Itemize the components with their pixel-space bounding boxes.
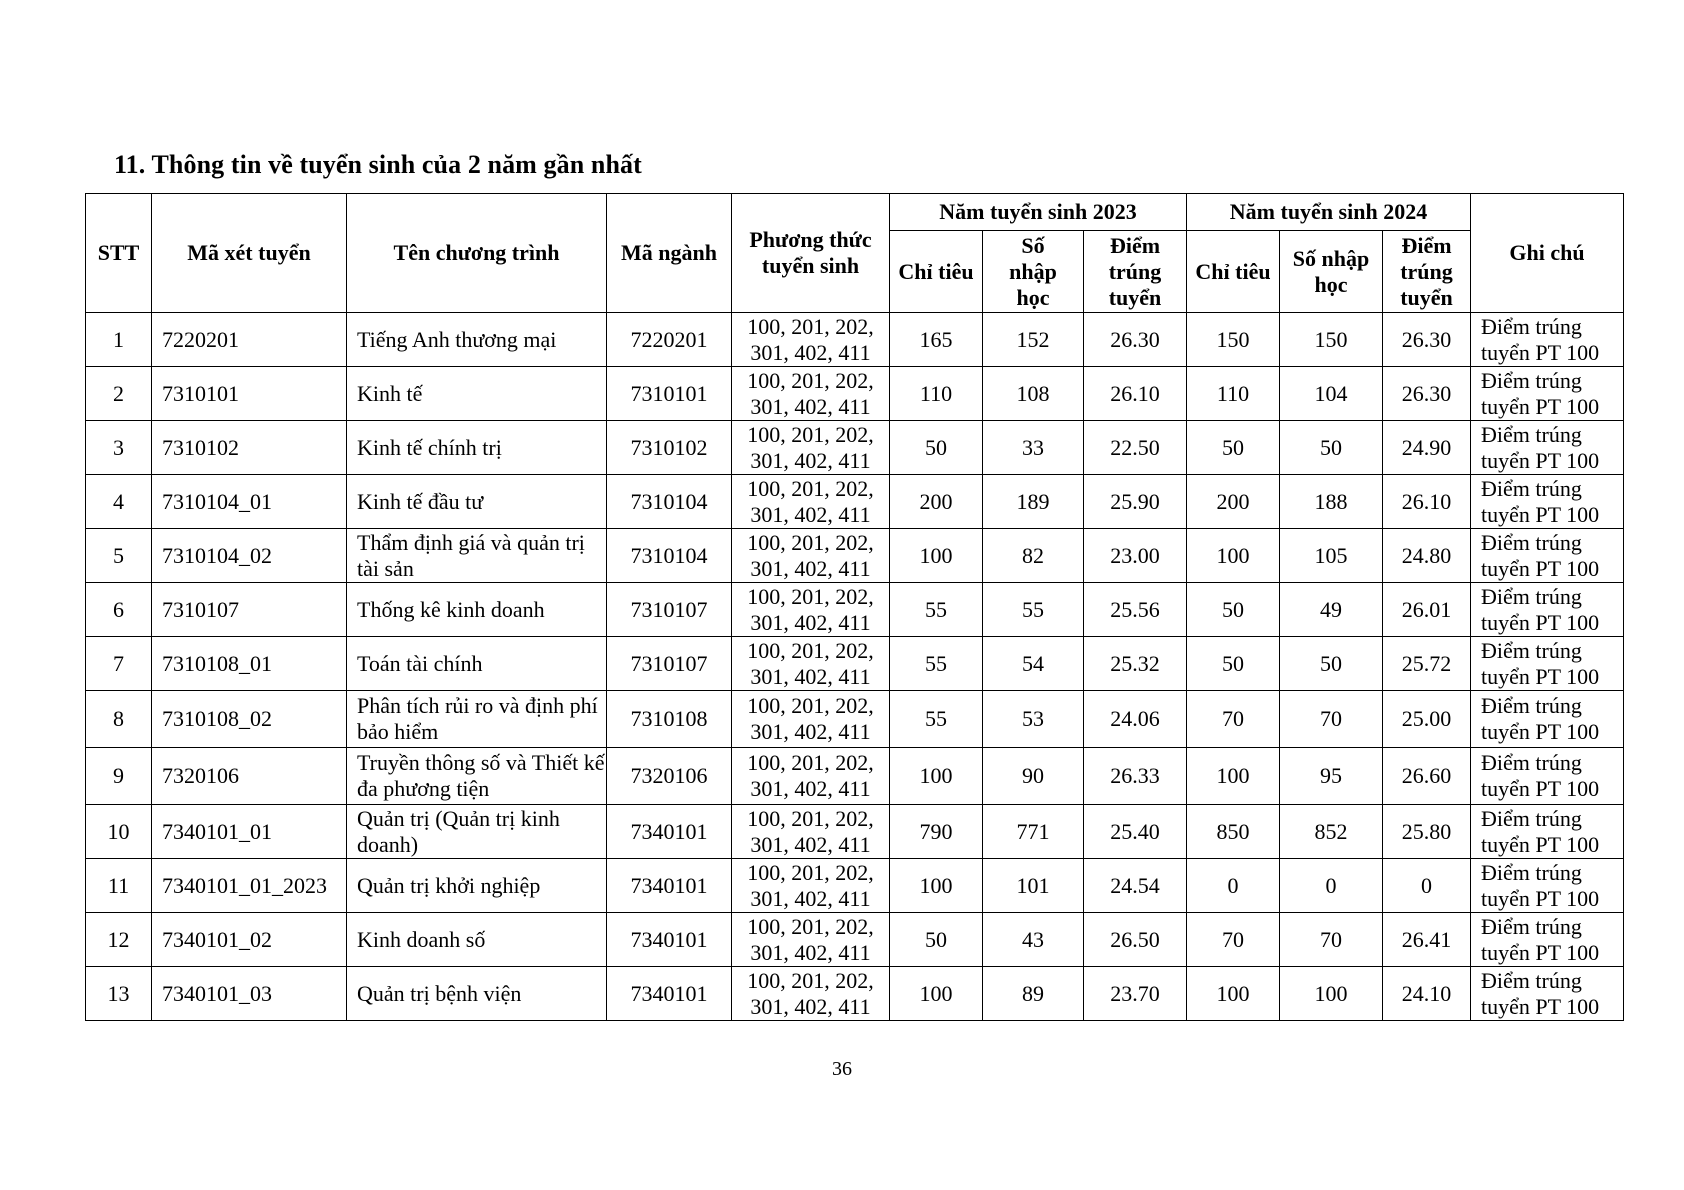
cell-diem-2024: 26.60 — [1383, 748, 1471, 805]
header-diem-trung-tuyen-2024: Điểm trúng tuyển — [1383, 231, 1471, 313]
cell-ma-xet-tuyen: 7310102 — [152, 421, 347, 475]
cell-ghi-chu: Điểm trúng tuyển PT 100 — [1471, 691, 1624, 748]
cell-ma-nganh: 7310107 — [607, 637, 732, 691]
cell-ma-nganh: 7310108 — [607, 691, 732, 748]
header-so-nhap-hoc-2023: Số nhập học — [983, 231, 1084, 313]
cell-chi-tieu-2024: 100 — [1187, 529, 1280, 583]
cell-phuong-thuc: 100, 201, 202, 301, 402, 411 — [732, 421, 890, 475]
table-row — [86, 421, 1624, 475]
cell-stt: 7 — [86, 637, 152, 691]
cell-ten-chuong-trinh: Kinh doanh số — [347, 913, 607, 967]
cell-so-nhap-hoc-2024: 70 — [1280, 691, 1383, 748]
cell-diem-2023: 22.50 — [1084, 421, 1187, 475]
cell-diem-2023: 26.33 — [1084, 748, 1187, 805]
cell-ten-chuong-trinh: Kinh tế — [347, 367, 607, 421]
table-row — [86, 637, 1624, 691]
cell-ma-nganh: 7310104 — [607, 475, 732, 529]
cell-chi-tieu-2023: 100 — [890, 748, 983, 805]
cell-diem-2024: 25.00 — [1383, 691, 1471, 748]
cell-chi-tieu-2024: 850 — [1187, 805, 1280, 859]
cell-chi-tieu-2024: 200 — [1187, 475, 1280, 529]
cell-diem-2024: 24.90 — [1383, 421, 1471, 475]
cell-ten-chuong-trinh: Quản trị (Quản trị kinh doanh) — [347, 805, 607, 859]
cell-ma-xet-tuyen: 7310104_01 — [152, 475, 347, 529]
cell-diem-2023: 24.54 — [1084, 859, 1187, 913]
cell-ten-chuong-trinh: Quản trị bệnh viện — [347, 967, 607, 1021]
cell-ma-nganh: 7310107 — [607, 583, 732, 637]
cell-ma-nganh: 7310102 — [607, 421, 732, 475]
cell-stt: 11 — [86, 859, 152, 913]
header-ma-xet-tuyen: Mã xét tuyển — [152, 194, 347, 313]
cell-chi-tieu-2024: 70 — [1187, 913, 1280, 967]
admissions-table — [85, 193, 1624, 1021]
cell-phuong-thuc: 100, 201, 202, 301, 402, 411 — [732, 475, 890, 529]
cell-chi-tieu-2024: 50 — [1187, 421, 1280, 475]
cell-chi-tieu-2023: 55 — [890, 691, 983, 748]
cell-phuong-thuc: 100, 201, 202, 301, 402, 411 — [732, 529, 890, 583]
cell-chi-tieu-2024: 100 — [1187, 748, 1280, 805]
cell-ma-xet-tuyen: 7340101_01 — [152, 805, 347, 859]
cell-so-nhap-hoc-2024: 150 — [1280, 313, 1383, 367]
cell-ma-nganh: 7320106 — [607, 748, 732, 805]
cell-diem-2023: 25.90 — [1084, 475, 1187, 529]
cell-ten-chuong-trinh: Phân tích rủi ro và định phí bảo hiểm — [347, 691, 607, 748]
cell-chi-tieu-2024: 110 — [1187, 367, 1280, 421]
cell-ma-xet-tuyen: 7310108_02 — [152, 691, 347, 748]
table-row — [86, 805, 1624, 859]
cell-diem-2024: 0 — [1383, 859, 1471, 913]
cell-so-nhap-hoc-2023: 82 — [983, 529, 1084, 583]
header-nam-2024: Năm tuyển sinh 2024 — [1187, 194, 1471, 231]
cell-so-nhap-hoc-2023: 90 — [983, 748, 1084, 805]
cell-diem-2024: 26.10 — [1383, 475, 1471, 529]
header-phuong-thuc: Phương thức tuyển sinh — [732, 194, 890, 313]
cell-so-nhap-hoc-2023: 53 — [983, 691, 1084, 748]
cell-chi-tieu-2024: 100 — [1187, 967, 1280, 1021]
cell-chi-tieu-2023: 50 — [890, 913, 983, 967]
table-row — [86, 913, 1624, 967]
cell-ma-xet-tuyen: 7340101_01_2023 — [152, 859, 347, 913]
cell-so-nhap-hoc-2024: 0 — [1280, 859, 1383, 913]
cell-chi-tieu-2023: 100 — [890, 859, 983, 913]
header-chi-tieu-2024: Chỉ tiêu — [1187, 231, 1280, 313]
cell-ghi-chu: Điểm trúng tuyển PT 100 — [1471, 967, 1624, 1021]
table-row — [86, 967, 1624, 1021]
table-row — [86, 859, 1624, 913]
cell-diem-2023: 25.56 — [1084, 583, 1187, 637]
cell-stt: 5 — [86, 529, 152, 583]
cell-chi-tieu-2023: 55 — [890, 583, 983, 637]
table-row — [86, 367, 1624, 421]
cell-so-nhap-hoc-2023: 33 — [983, 421, 1084, 475]
cell-phuong-thuc: 100, 201, 202, 301, 402, 411 — [732, 967, 890, 1021]
table-row — [86, 583, 1624, 637]
cell-chi-tieu-2024: 70 — [1187, 691, 1280, 748]
cell-phuong-thuc: 100, 201, 202, 301, 402, 411 — [732, 913, 890, 967]
cell-stt: 4 — [86, 475, 152, 529]
cell-diem-2023: 23.00 — [1084, 529, 1187, 583]
cell-chi-tieu-2023: 200 — [890, 475, 983, 529]
cell-ma-xet-tuyen: 7310107 — [152, 583, 347, 637]
cell-phuong-thuc: 100, 201, 202, 301, 402, 411 — [732, 367, 890, 421]
cell-ma-nganh: 7340101 — [607, 805, 732, 859]
table-row — [86, 475, 1624, 529]
cell-ma-xet-tuyen: 7310108_01 — [152, 637, 347, 691]
cell-stt: 3 — [86, 421, 152, 475]
cell-so-nhap-hoc-2023: 54 — [983, 637, 1084, 691]
cell-ma-nganh: 7310104 — [607, 529, 732, 583]
cell-phuong-thuc: 100, 201, 202, 301, 402, 411 — [732, 805, 890, 859]
cell-ghi-chu: Điểm trúng tuyển PT 100 — [1471, 913, 1624, 967]
cell-ghi-chu: Điểm trúng tuyển PT 100 — [1471, 637, 1624, 691]
cell-so-nhap-hoc-2023: 152 — [983, 313, 1084, 367]
cell-ghi-chu: Điểm trúng tuyển PT 100 — [1471, 421, 1624, 475]
cell-ma-xet-tuyen: 7320106 — [152, 748, 347, 805]
cell-ghi-chu: Điểm trúng tuyển PT 100 — [1471, 367, 1624, 421]
cell-diem-2024: 26.30 — [1383, 367, 1471, 421]
cell-ghi-chu: Điểm trúng tuyển PT 100 — [1471, 859, 1624, 913]
cell-so-nhap-hoc-2024: 104 — [1280, 367, 1383, 421]
cell-phuong-thuc: 100, 201, 202, 301, 402, 411 — [732, 637, 890, 691]
cell-stt: 10 — [86, 805, 152, 859]
cell-so-nhap-hoc-2023: 89 — [983, 967, 1084, 1021]
cell-so-nhap-hoc-2023: 108 — [983, 367, 1084, 421]
cell-chi-tieu-2023: 110 — [890, 367, 983, 421]
table-body — [86, 313, 1624, 1021]
cell-diem-2023: 26.10 — [1084, 367, 1187, 421]
cell-stt: 2 — [86, 367, 152, 421]
cell-stt: 13 — [86, 967, 152, 1021]
cell-ma-nganh: 7340101 — [607, 967, 732, 1021]
cell-ma-nganh: 7340101 — [607, 859, 732, 913]
cell-ma-xet-tuyen: 7310104_02 — [152, 529, 347, 583]
cell-chi-tieu-2023: 50 — [890, 421, 983, 475]
cell-so-nhap-hoc-2023: 771 — [983, 805, 1084, 859]
cell-chi-tieu-2023: 100 — [890, 529, 983, 583]
cell-ten-chuong-trinh: Kinh tế đầu tư — [347, 475, 607, 529]
cell-so-nhap-hoc-2024: 70 — [1280, 913, 1383, 967]
table-row — [86, 313, 1624, 367]
cell-diem-2024: 25.80 — [1383, 805, 1471, 859]
section-title: 11. Thông tin về tuyển sinh của 2 năm gần nhất — [114, 150, 642, 179]
cell-diem-2024: 26.30 — [1383, 313, 1471, 367]
cell-so-nhap-hoc-2023: 43 — [983, 913, 1084, 967]
cell-chi-tieu-2023: 165 — [890, 313, 983, 367]
page-number: 36 — [832, 1058, 852, 1080]
cell-stt: 9 — [86, 748, 152, 805]
header-ma-nganh: Mã ngành — [607, 194, 732, 313]
cell-diem-2024: 26.01 — [1383, 583, 1471, 637]
cell-ma-nganh: 7340101 — [607, 913, 732, 967]
cell-so-nhap-hoc-2024: 50 — [1280, 637, 1383, 691]
cell-ma-xet-tuyen: 7220201 — [152, 313, 347, 367]
cell-diem-2023: 26.30 — [1084, 313, 1187, 367]
cell-so-nhap-hoc-2024: 105 — [1280, 529, 1383, 583]
cell-ghi-chu: Điểm trúng tuyển PT 100 — [1471, 748, 1624, 805]
cell-ten-chuong-trinh: Thống kê kinh doanh — [347, 583, 607, 637]
cell-diem-2023: 25.40 — [1084, 805, 1187, 859]
cell-chi-tieu-2024: 0 — [1187, 859, 1280, 913]
cell-ten-chuong-trinh: Truyền thông số và Thiết kế đa phương tiện — [347, 748, 607, 805]
cell-diem-2023: 23.70 — [1084, 967, 1187, 1021]
cell-chi-tieu-2024: 50 — [1187, 637, 1280, 691]
cell-so-nhap-hoc-2024: 50 — [1280, 421, 1383, 475]
cell-diem-2024: 24.80 — [1383, 529, 1471, 583]
cell-ten-chuong-trinh: Tiếng Anh thương mại — [347, 313, 607, 367]
cell-so-nhap-hoc-2023: 55 — [983, 583, 1084, 637]
cell-ghi-chu: Điểm trúng tuyển PT 100 — [1471, 805, 1624, 859]
cell-stt: 8 — [86, 691, 152, 748]
header-stt: STT — [86, 194, 152, 313]
table-row — [86, 529, 1624, 583]
cell-stt: 6 — [86, 583, 152, 637]
cell-ghi-chu: Điểm trúng tuyển PT 100 — [1471, 475, 1624, 529]
cell-chi-tieu-2024: 50 — [1187, 583, 1280, 637]
cell-so-nhap-hoc-2023: 101 — [983, 859, 1084, 913]
cell-phuong-thuc: 100, 201, 202, 301, 402, 411 — [732, 313, 890, 367]
cell-ma-nganh: 7220201 — [607, 313, 732, 367]
cell-so-nhap-hoc-2024: 100 — [1280, 967, 1383, 1021]
cell-ma-nganh: 7310101 — [607, 367, 732, 421]
header-so-nhap-hoc-2024: Số nhập học — [1280, 231, 1383, 313]
cell-stt: 1 — [86, 313, 152, 367]
cell-diem-2024: 26.41 — [1383, 913, 1471, 967]
header-ghi-chu: Ghi chú — [1471, 194, 1624, 313]
cell-ghi-chu: Điểm trúng tuyển PT 100 — [1471, 313, 1624, 367]
cell-phuong-thuc: 100, 201, 202, 301, 402, 411 — [732, 583, 890, 637]
cell-phuong-thuc: 100, 201, 202, 301, 402, 411 — [732, 859, 890, 913]
cell-so-nhap-hoc-2023: 189 — [983, 475, 1084, 529]
cell-diem-2024: 24.10 — [1383, 967, 1471, 1021]
cell-phuong-thuc: 100, 201, 202, 301, 402, 411 — [732, 748, 890, 805]
cell-so-nhap-hoc-2024: 188 — [1280, 475, 1383, 529]
table-row — [86, 691, 1624, 748]
header-ten-chuong-trinh: Tên chương trình — [347, 194, 607, 313]
cell-diem-2023: 26.50 — [1084, 913, 1187, 967]
cell-ten-chuong-trinh: Toán tài chính — [347, 637, 607, 691]
cell-phuong-thuc: 100, 201, 202, 301, 402, 411 — [732, 691, 890, 748]
header-diem-trung-tuyen-2023: Điểm trúng tuyển — [1084, 231, 1187, 313]
cell-chi-tieu-2023: 55 — [890, 637, 983, 691]
header-chi-tieu-2023: Chỉ tiêu — [890, 231, 983, 313]
cell-ma-xet-tuyen: 7310101 — [152, 367, 347, 421]
cell-ten-chuong-trinh: Thẩm định giá và quản trị tài sản — [347, 529, 607, 583]
header-nam-2023: Năm tuyển sinh 2023 — [890, 194, 1187, 231]
cell-ten-chuong-trinh: Quản trị khởi nghiệp — [347, 859, 607, 913]
cell-ma-xet-tuyen: 7340101_02 — [152, 913, 347, 967]
cell-chi-tieu-2023: 790 — [890, 805, 983, 859]
cell-diem-2023: 24.06 — [1084, 691, 1187, 748]
cell-so-nhap-hoc-2024: 852 — [1280, 805, 1383, 859]
cell-ma-xet-tuyen: 7340101_03 — [152, 967, 347, 1021]
cell-chi-tieu-2023: 100 — [890, 967, 983, 1021]
cell-ghi-chu: Điểm trúng tuyển PT 100 — [1471, 529, 1624, 583]
cell-so-nhap-hoc-2024: 95 — [1280, 748, 1383, 805]
cell-ten-chuong-trinh: Kinh tế chính trị — [347, 421, 607, 475]
cell-diem-2024: 25.72 — [1383, 637, 1471, 691]
cell-chi-tieu-2024: 150 — [1187, 313, 1280, 367]
cell-so-nhap-hoc-2024: 49 — [1280, 583, 1383, 637]
cell-ghi-chu: Điểm trúng tuyển PT 100 — [1471, 583, 1624, 637]
cell-diem-2023: 25.32 — [1084, 637, 1187, 691]
cell-stt: 12 — [86, 913, 152, 967]
table-row — [86, 748, 1624, 805]
